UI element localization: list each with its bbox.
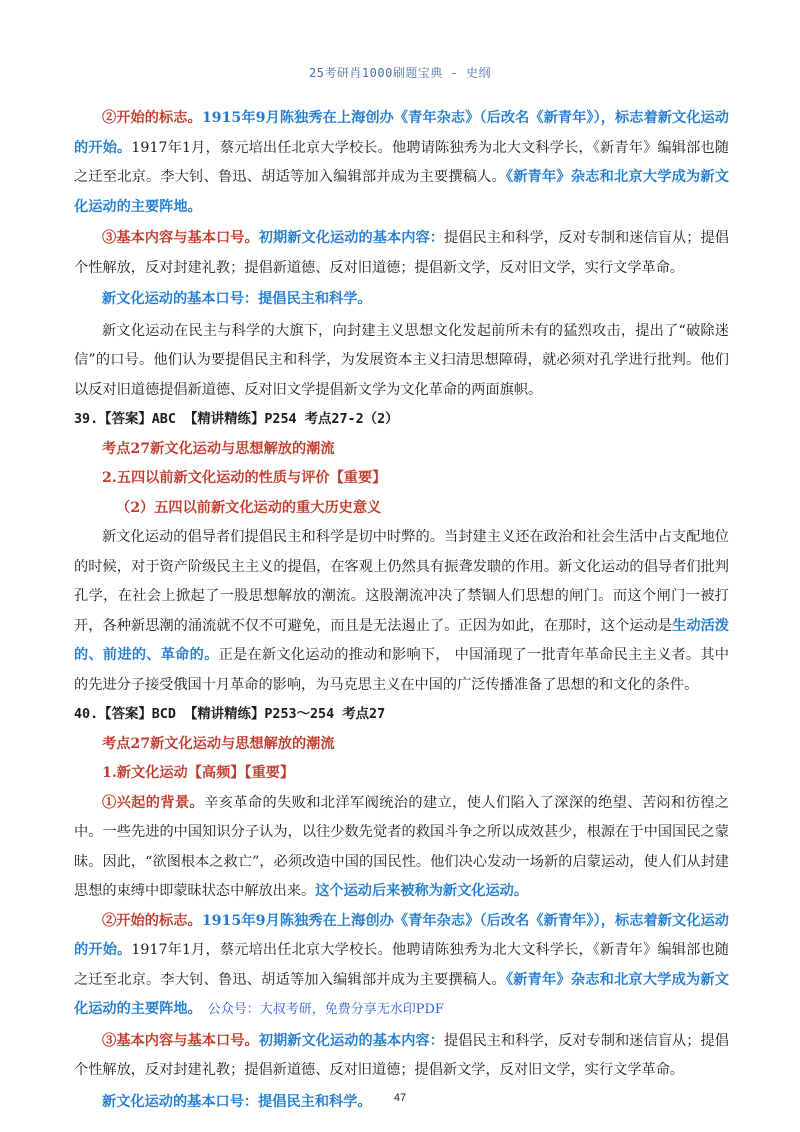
body-text: 提倡民主和科学，反对专制和迷信盲从；提倡个性解放，反对封建礼教；提倡新道德、反对旧道德；提倡新文学，反对旧文学，实行文学革命。: [74, 230, 729, 276]
section-label: ③基本内容与基本口号。: [102, 1032, 259, 1049]
body-text: 提倡民主和科学，反对专制和迷信盲从；提倡个性解放，反对封建礼教；提倡新道德、反对旧道德；提倡新文学，反对旧文学，实行文学革命。: [74, 1032, 729, 1078]
body-text: 正是在新文化运动的推动和影响下， 中国涌现了一批青年革命民主主义者。其中的先进分子接受俄国十月革命的影响，为马克思主义在中国的广泛传播准备了思想的和文化的条件。: [74, 647, 729, 693]
keypoint-39: 考点27新文化运动与思想解放的潮流: [102, 440, 335, 457]
highlight-text: 这个运动后来被称为新文化运动。: [315, 883, 529, 899]
content-paragraph-1: [74, 224, 729, 283]
highlight-text: 1915年9月陈独秀在上海创办《青年杂志》（后改名《新青年》），标志着新文化运动的开始。: [74, 110, 729, 156]
section-label: ①兴起的背景。: [102, 794, 205, 811]
section-label: ②开始的标志。: [102, 912, 202, 929]
highlight-text: 生动活泼的、前进的、革命的。: [74, 617, 729, 663]
subheading-40: 1.新文化运动【高频】【重要】: [102, 765, 295, 781]
highlight-text: 《新青年》杂志和北京大学成为新文化运动的主要阵地。: [74, 971, 729, 1017]
start-paragraph-1: [74, 104, 729, 222]
body-text: 辛亥革命的失败和北洋军阀统治的建立，使人们陷入了深深的绝望、苦闷和彷徨之中。一些先进的中国知识分子认为，以往少数先觉者的救国斗争之所以成效甚少，根源在于中国国民之蒙昧。因此，“欲图根本之救亡”，必须改造中国的国民性。他们决心发动一场新的启蒙运动，使人们从封建思想的束缚中即蒙昧状态中解放出来。: [74, 794, 729, 899]
section-label: ③基本内容与基本口号。: [102, 230, 259, 246]
subheading-39: 2.五四以前新文化运动的性质与评价【重要】: [102, 470, 387, 486]
page-header: 25考研肖1000刷题宝典 - 史纲: [308, 66, 492, 80]
section-label: ②开始的标志。: [102, 110, 202, 126]
background-paragraph: [74, 789, 729, 907]
body-text: 新文化运动的倡导者们提倡民主和科学是切中时弊的。当封建主义还在政治和社会生活中占支配地位的时候，对于资产阶级民主主义的提倡，在客观上仍然具有振聋发聩的作用。新文化运动的倡导者们批判孔学，在社会上掀起了一股思想解放的潮流。这股潮流冲决了禁锢人们思想的闸门。而这个闸门一被打开，各种新思潮的涌流就不仅不可避免，而且是无法遏止了。正因为如此，在那时，这个运动是: [74, 529, 729, 634]
answer-40: 40.【答案】BCD 【精讲精练】P253～254 考点27: [74, 707, 386, 722]
highlight-text: 1915年9月陈独秀在上海创办《青年杂志》（后改名《新青年》），标志着新文化运动的开始。: [74, 912, 729, 958]
document-body: [74, 104, 729, 1117]
keypoint-40: 考点27新文化运动与思想解放的潮流: [102, 735, 335, 752]
slogan-1: 新文化运动的基本口号：提倡民主和科学。: [102, 291, 372, 307]
highlight-text: 初期新文化运动的基本内容：: [258, 230, 445, 246]
summary-paragraph: 新文化运动在民主与科学的大旗下，向封建主义思想文化发起前所未有的猛烈攻击，提出了“破除迷信”的口号。他们认为要提倡民主和科学，为发展资本主义扫清思想障碍，就必须对孔学进行批判。他们以反对旧道德提倡新道德、反对旧文学提倡新文学为文化革命的两面旗帜。: [74, 322, 729, 398]
body-text: 1917年1月，蔡元培出任北京大学校长。他聘请陈独秀为北大文科学长，《新青年》编辑部也随之迁至北京。李大钊、鲁迅、胡适等加入编辑部并成为主要撰稿人。: [74, 139, 729, 185]
highlight-text: 初期新文化运动的基本内容：: [258, 1032, 445, 1049]
content-paragraph-2: [74, 1027, 729, 1086]
significance-paragraph: [74, 523, 729, 700]
watermark-text: 公众号：大叔考研，免费分享无水印PDF: [207, 1002, 444, 1017]
page-number: 47: [393, 1092, 407, 1104]
body-text: 1917年1月，蔡元培出任北京大学校长。他聘请陈独秀为北大文科学长，《新青年》编辑部也随之迁至北京。李大钊、鲁迅、胡适等加入编辑部并成为主要撰稿人。: [74, 942, 729, 988]
start-paragraph-2: [74, 907, 729, 1025]
subheading-39-2: （2）五四以前新文化运动的重大历史意义: [116, 499, 382, 516]
slogan-2: 新文化运动的基本口号：提倡民主和科学。: [102, 1093, 372, 1110]
answer-39: 39.【答案】ABC 【精讲精练】P254 考点27-2（2）: [74, 412, 399, 427]
highlight-text: 《新青年》杂志和北京大学成为新文化运动的主要阵地。: [74, 169, 729, 215]
